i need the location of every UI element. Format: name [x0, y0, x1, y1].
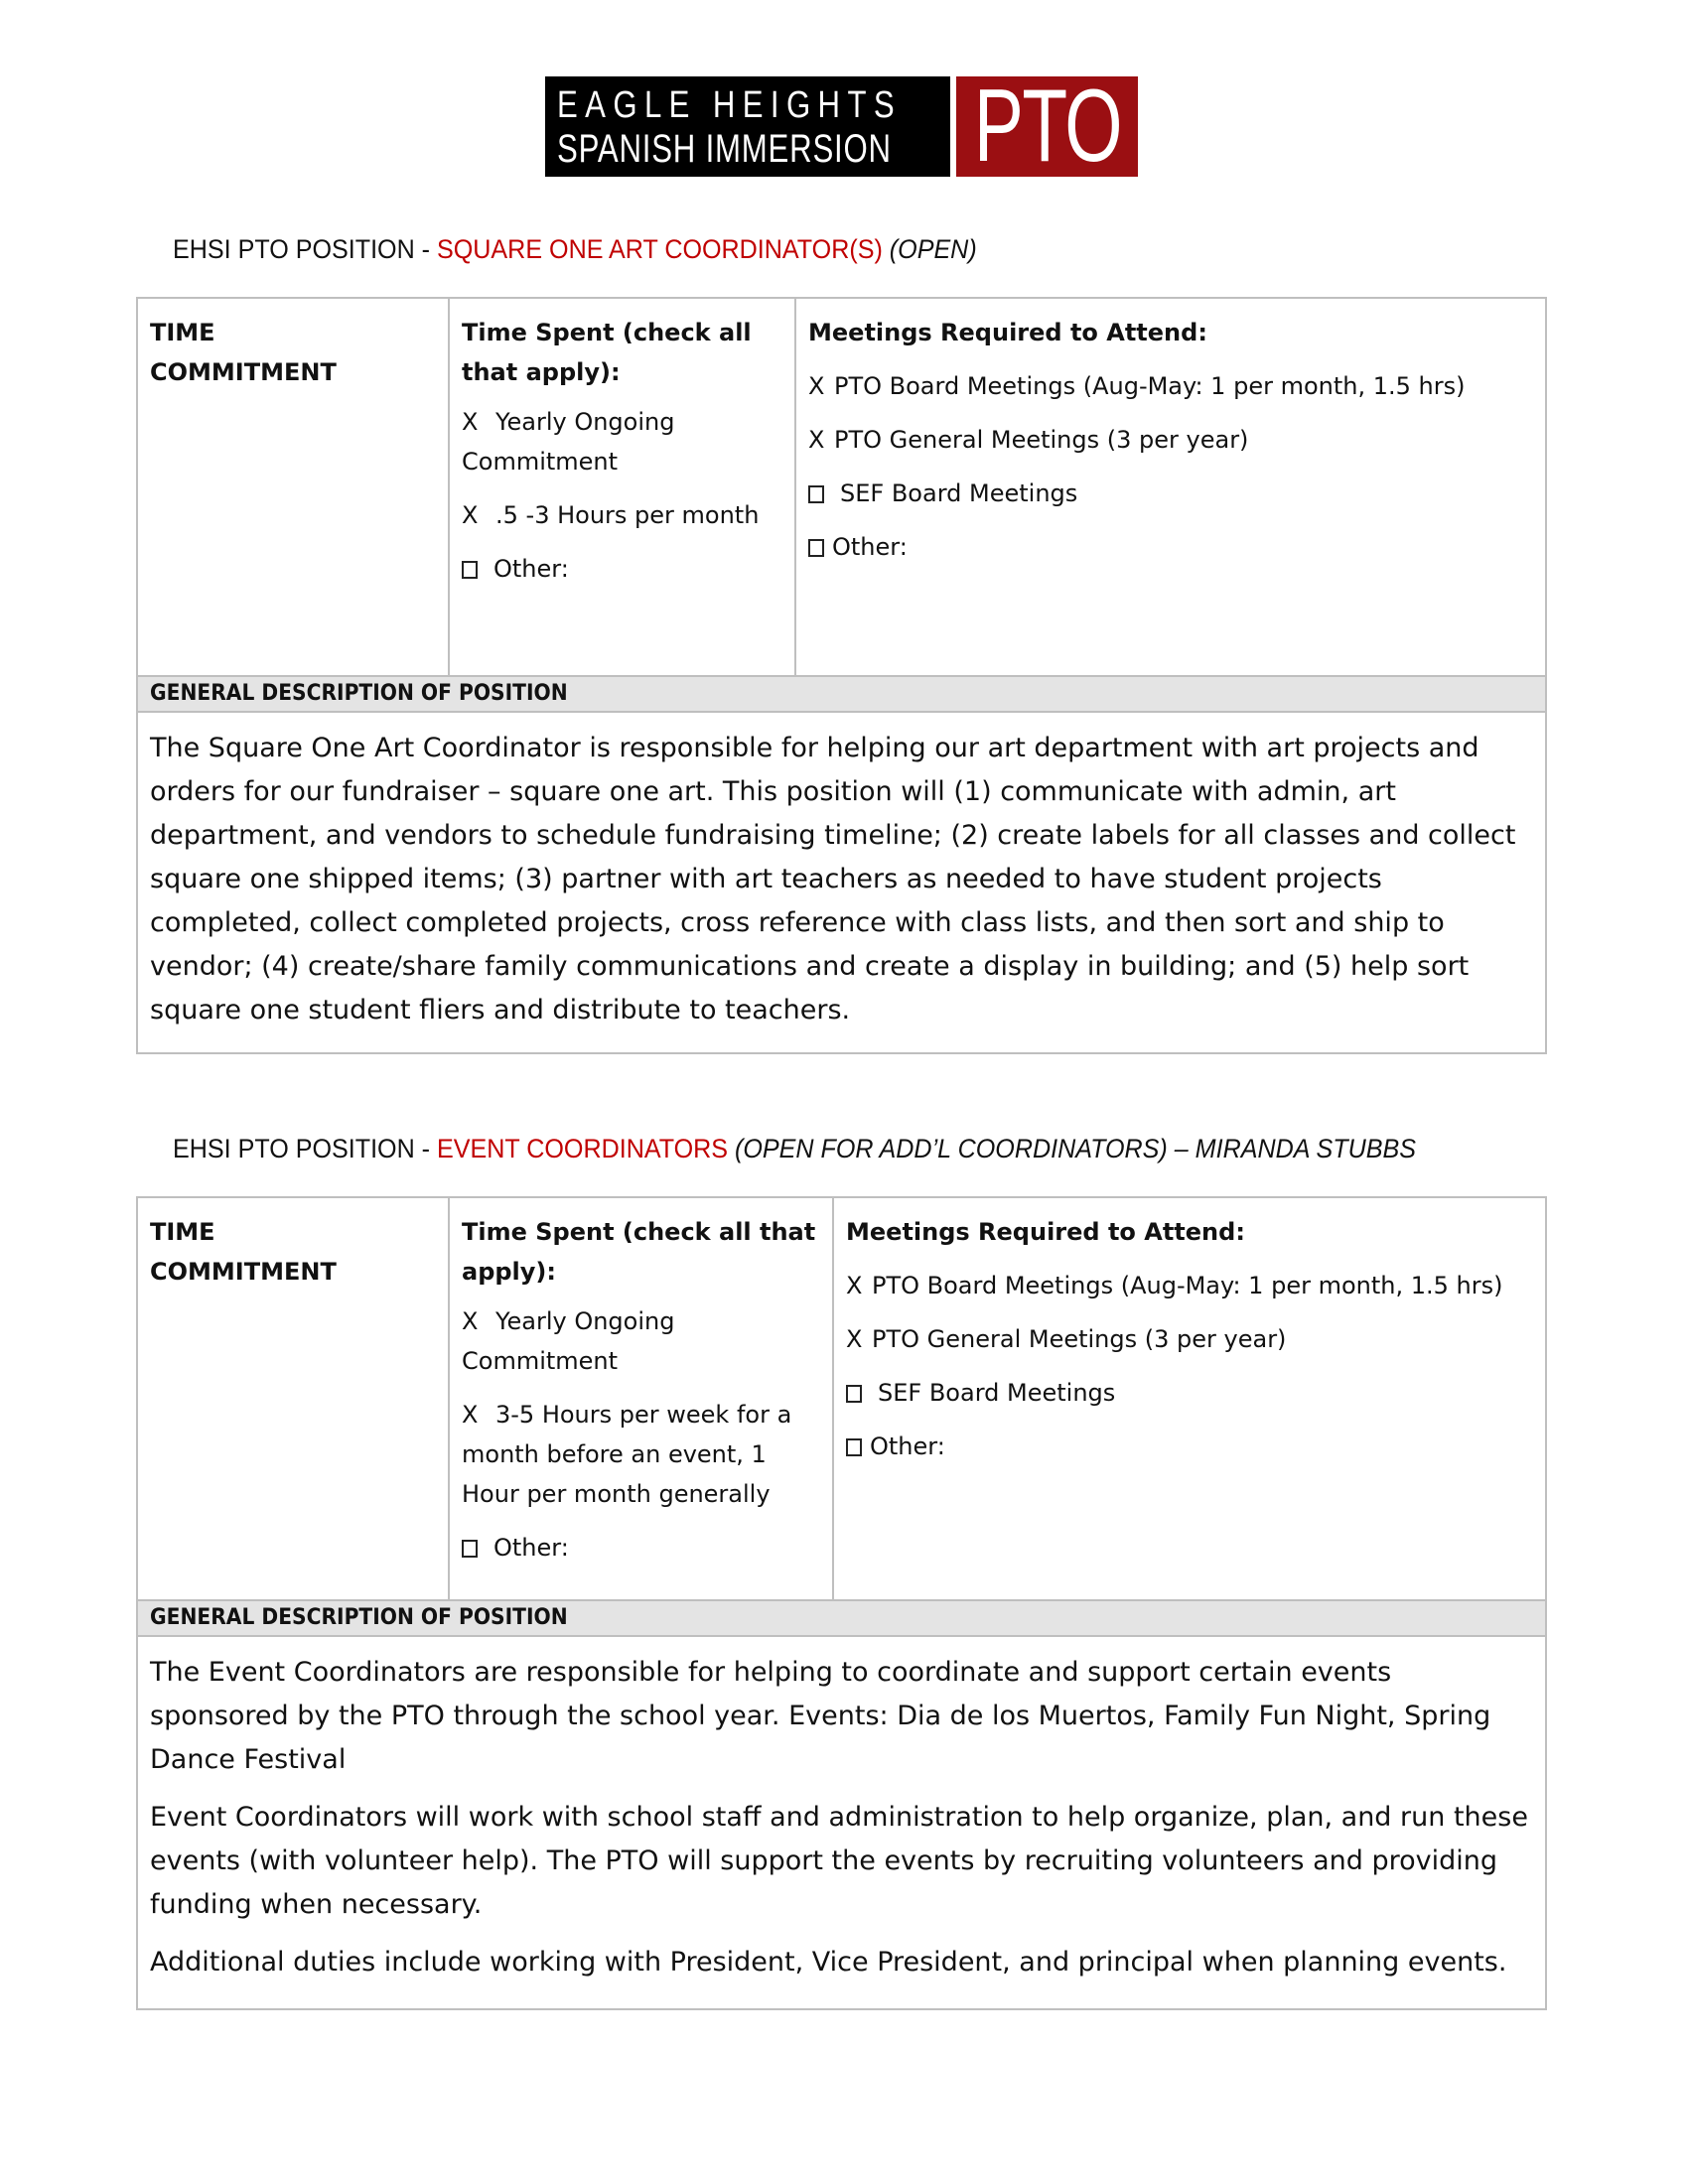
meetings-header: Meetings Required to Attend:: [808, 319, 1207, 346]
time-commitment-label: TIME COMMITMENT: [150, 1218, 337, 1286]
checklist-item[interactable]: [462, 1395, 822, 1514]
heading-prefix: EHSI PTO POSITION -: [173, 234, 438, 264]
time-commitment-row: [138, 299, 1545, 677]
item-label: PTO Board Meetings (Aug-May: 1 per month, 1.5 hrs): [872, 1272, 1503, 1299]
item-label: PTO General Meetings (3 per year): [834, 426, 1249, 454]
meetings-header: Meetings Required to Attend:: [846, 1218, 1245, 1246]
checklist-item[interactable]: [846, 1319, 1535, 1359]
logo-pto-badge: [956, 68, 1138, 184]
logo-badge-text: PTO: [973, 68, 1121, 184]
meetings-cell: [794, 299, 1545, 675]
time-spent-header: Time Spent (check all that apply):: [462, 1218, 816, 1286]
x-mark-icon: X: [462, 501, 479, 529]
checklist-item[interactable]: [462, 549, 784, 589]
description-body: [138, 1637, 1545, 2008]
item-label: Other:: [493, 555, 569, 583]
x-mark-icon: X: [462, 1307, 479, 1335]
time-commitment-row: [138, 1198, 1545, 1601]
checklist-item[interactable]: [808, 420, 1535, 460]
x-mark-icon: X: [808, 426, 825, 454]
checklist-item[interactable]: [462, 402, 784, 481]
item-label: Yearly Ongoing Commitment: [462, 1307, 675, 1375]
checklist-item[interactable]: [808, 366, 1535, 406]
item-label: Other:: [493, 1534, 569, 1562]
checkbox-empty-icon[interactable]: [462, 1540, 478, 1558]
ehsi-pto-logo: [545, 68, 1138, 184]
item-label: Other:: [870, 1433, 945, 1460]
x-mark-icon: X: [462, 1401, 479, 1429]
checklist-item[interactable]: [846, 1373, 1535, 1413]
position-title: SQUARE ONE ART COORDINATOR(S): [437, 234, 883, 264]
checklist-item[interactable]: [808, 527, 1535, 567]
item-label: PTO General Meetings (3 per year): [872, 1325, 1287, 1353]
checklist-item[interactable]: [462, 1301, 822, 1381]
position-table: [136, 1196, 1547, 2010]
description-label: GENERAL DESCRIPTION OF POSITION: [150, 681, 568, 706]
time-spent-cell: [448, 1198, 832, 1599]
item-label: SEF Board Meetings: [840, 479, 1078, 507]
x-mark-icon: X: [846, 1272, 863, 1299]
logo-wordmark: [545, 76, 950, 177]
logo-line-2: SPANISH IMMERSION: [557, 126, 892, 171]
time-spent-cell: [448, 299, 794, 675]
position-status: (OPEN FOR ADD’L COORDINATORS) – MIRANDA STUBBS: [728, 1134, 1416, 1163]
position-table: [136, 297, 1547, 1054]
time-commitment-cell: [138, 299, 448, 675]
heading-prefix: EHSI PTO POSITION -: [173, 1134, 438, 1163]
checkbox-empty-icon[interactable]: [462, 561, 478, 579]
checkbox-empty-icon[interactable]: [808, 539, 824, 557]
description-paragraph: Event Coordinators will work with school staff and administration to help organize, plan, and run these events (with volunteer help). The PTO will support the events by recruiting volunteers and providing funding when necessary.: [150, 1802, 1528, 1920]
checkbox-empty-icon[interactable]: [846, 1385, 862, 1403]
x-mark-icon: X: [462, 408, 479, 436]
checklist-item[interactable]: [462, 495, 784, 535]
item-label: 3-5 Hours per week for a month before an event, 1 Hour per month generally: [462, 1401, 792, 1508]
item-label: SEF Board Meetings: [878, 1379, 1116, 1407]
checklist-item[interactable]: [462, 1528, 822, 1568]
time-spent-header: Time Spent (check all that apply):: [462, 319, 752, 386]
checkbox-empty-icon[interactable]: [846, 1438, 862, 1456]
checklist-item[interactable]: [808, 474, 1535, 513]
item-label: Other:: [832, 533, 908, 561]
item-label: Yearly Ongoing Commitment: [462, 408, 675, 476]
position-status: (OPEN): [882, 234, 977, 264]
meetings-cell: [832, 1198, 1545, 1599]
position-heading: [173, 234, 977, 265]
time-commitment-cell: [138, 1198, 448, 1599]
description-paragraph: The Event Coordinators are responsible for helping to coordinate and support certain events sponsored by the PTO through the school year. Events: Dia de los Muertos, Family Fun Night, Spring Dance Festival: [150, 1657, 1491, 1775]
checklist-item[interactable]: [846, 1266, 1535, 1305]
x-mark-icon: X: [808, 372, 825, 400]
logo-line-1: EAGLE HEIGHTS: [557, 83, 903, 126]
position-title: EVENT COORDINATORS: [437, 1134, 729, 1163]
checkbox-empty-icon[interactable]: [808, 485, 824, 503]
time-commitment-label: TIME COMMITMENT: [150, 319, 337, 386]
description-band: [138, 677, 1545, 713]
x-mark-icon: X: [846, 1325, 863, 1353]
position-heading: [173, 1134, 1416, 1164]
description-label: GENERAL DESCRIPTION OF POSITION: [150, 1605, 568, 1630]
description-body: [138, 713, 1545, 1052]
description-paragraph: The Square One Art Coordinator is responsible for helping our art department with art projects and orders for our fundraiser – square one art. This position will (1) communicate with admin, art department, and vendors to schedule fundraising timeline; (2) create labels for all classes and collect square one shipped items; (3) partner with art teachers as needed to have student projects completed, collect completed projects, cross reference with class lists, and then sort and ship to vendor; (4) create/share family communications and create a display in building; and (5) help sort square one student fliers and distribute to teachers.: [150, 733, 1516, 1025]
description-band: [138, 1601, 1545, 1637]
item-label: .5 -3 Hours per month: [495, 501, 760, 529]
item-label: PTO Board Meetings (Aug-May: 1 per month, 1.5 hrs): [834, 372, 1466, 400]
description-paragraph: Additional duties include working with President, Vice President, and principal when planning events.: [150, 1947, 1507, 1978]
checklist-item[interactable]: [846, 1427, 1535, 1466]
